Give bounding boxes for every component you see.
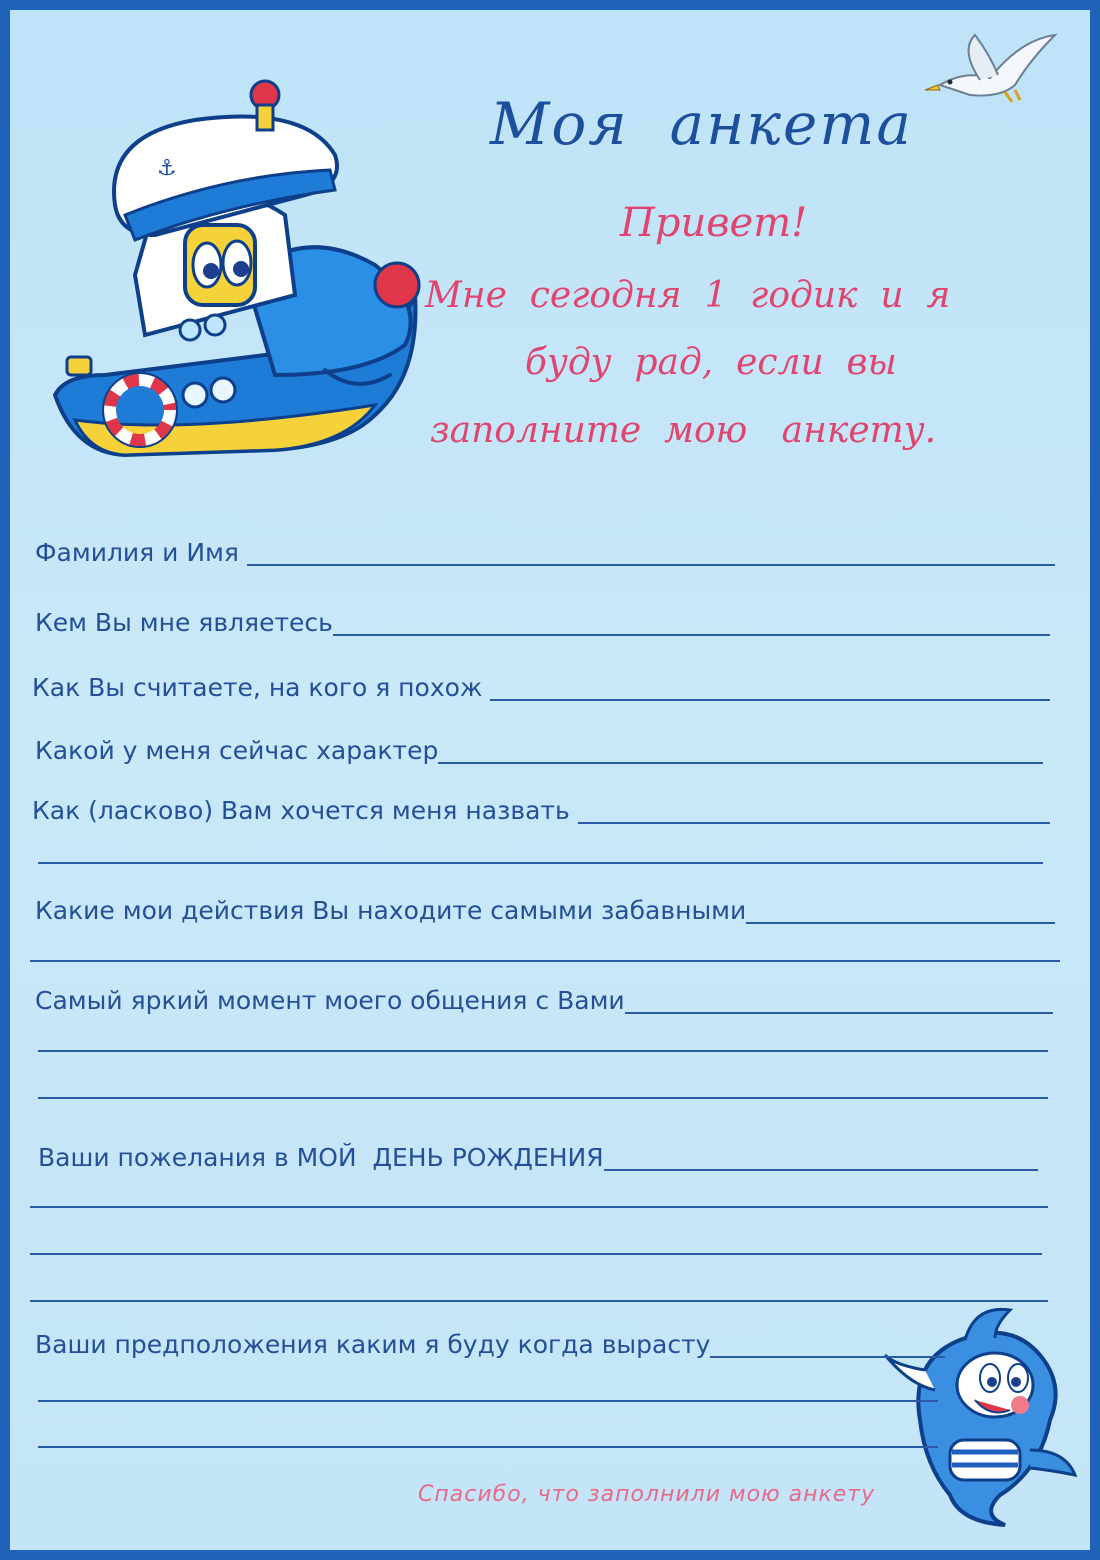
answer-line[interactable]: [578, 822, 1050, 824]
answer-line[interactable]: [333, 634, 1050, 636]
svg-text:⚓: ⚓: [157, 156, 177, 181]
greeting-line-2: буду рад, если вы: [525, 342, 897, 383]
field-label: Ваши предположения каким я буду когда вырасту: [35, 1330, 711, 1359]
anketa-sheet: [10, 10, 1090, 1550]
greeting-hello: Привет!: [620, 200, 808, 246]
answer-line[interactable]: [438, 762, 1043, 764]
answer-line-extra[interactable]: [30, 1300, 1048, 1302]
greeting-line-1: Мне сегодня 1 годик и я: [425, 275, 951, 316]
field-label: Какие мои действия Вы находите самыми забавными: [35, 896, 747, 925]
field-label: Как (ласково) Вам хочется меня назвать: [32, 796, 578, 825]
answer-line-extra[interactable]: [30, 1253, 1042, 1255]
ship-illustration: [45, 75, 425, 465]
answer-line-extra[interactable]: [38, 1050, 1048, 1052]
answer-line[interactable]: [625, 1012, 1053, 1014]
field-future-guess[interactable]: [35, 1322, 945, 1362]
field-character[interactable]: [35, 728, 1043, 768]
field-label: Как Вы считаете, на кого я похож: [32, 673, 491, 702]
answer-line-extra[interactable]: [38, 1400, 938, 1402]
answer-line[interactable]: [710, 1356, 945, 1358]
answer-line[interactable]: [604, 1169, 1038, 1171]
field-label: Фамилия и Имя: [35, 538, 247, 567]
field-birthday-wishes[interactable]: [38, 1135, 1038, 1175]
field-label: Самый яркий момент моего общения с Вами: [35, 986, 625, 1015]
greeting-line-3: заполните мою анкету.: [430, 410, 937, 451]
field-funny-actions[interactable]: [35, 888, 1055, 928]
field-label: Какой у меня сейчас характер: [35, 736, 439, 765]
answer-line-extra[interactable]: [30, 960, 1060, 962]
answer-line-extra[interactable]: [38, 1097, 1048, 1099]
answer-line[interactable]: [746, 922, 1055, 924]
seagull-illustration: [920, 30, 1060, 110]
field-surname-name[interactable]: [35, 530, 1055, 570]
page-title: Моя анкета: [490, 90, 913, 158]
answer-line-extra[interactable]: [38, 862, 1043, 864]
field-brightest-moment[interactable]: [35, 978, 1053, 1018]
thanks-note: Спасибо, что заполнили мою анкету: [418, 1482, 876, 1507]
field-label: Кем Вы мне являетесь: [35, 608, 333, 637]
field-resemblance[interactable]: [32, 665, 1050, 705]
answer-line[interactable]: [490, 699, 1050, 701]
answer-line[interactable]: [247, 564, 1055, 566]
field-nickname[interactable]: [32, 788, 1050, 828]
answer-line-extra[interactable]: [30, 1206, 1048, 1208]
field-label: Ваши пожелания в МОЙ ДЕНЬ РОЖДЕНИЯ: [38, 1143, 604, 1172]
answer-line-extra[interactable]: [38, 1446, 938, 1448]
field-relation[interactable]: [35, 600, 1050, 640]
